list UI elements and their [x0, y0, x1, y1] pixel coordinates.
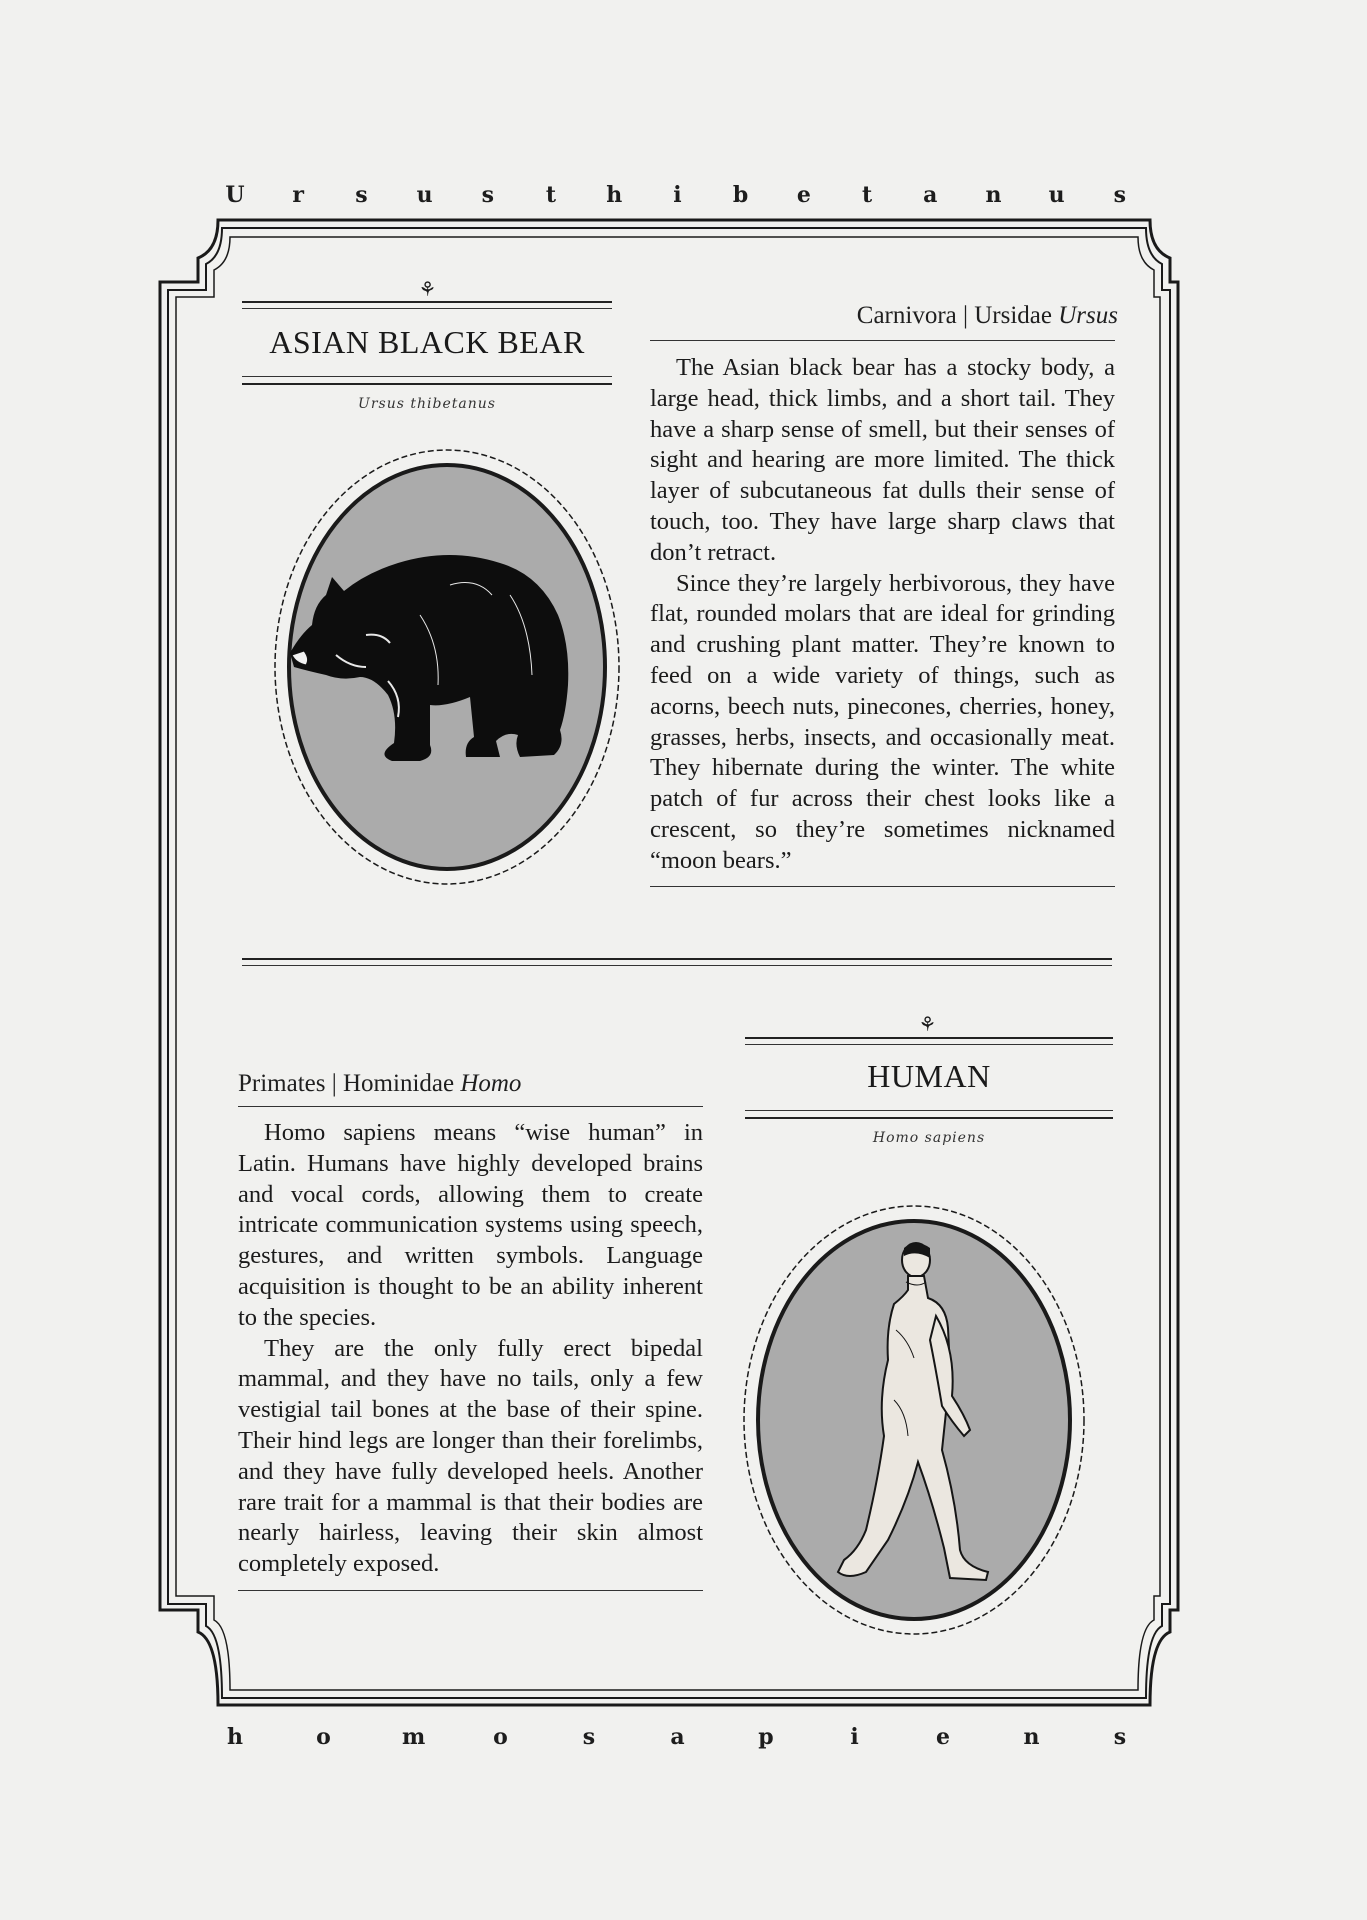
scientific-name-human: Homo sapiens: [872, 1130, 986, 1146]
heading-rule-bottom-thin: [745, 1110, 1113, 1111]
asian-black-bear-illustration: [270, 445, 625, 890]
description-paragraph: They are the only fully erect bipedal mammal, and they have no tails, only a few vestigial tail bones at the base of their spine. Their hind legs are longer than their forelimbs, and they have fully developed heels. Another rare trait for a mammal is that their bodies are nearly hairless, leaving their skin almost completely exposed.: [238, 1334, 703, 1578]
spaced-letter: s: [582, 1724, 596, 1750]
spaced-letter: h: [227, 1724, 243, 1750]
spaced-letter: s: [1113, 182, 1127, 208]
taxonomy-line-human: [238, 1070, 703, 1098]
taxonomy-rule: [238, 1106, 703, 1107]
ornament-icon: ⚘: [918, 1014, 937, 1036]
spaced-letter: s: [1113, 1724, 1127, 1750]
spaced-letter: e: [796, 182, 811, 208]
spaced-letter: e: [936, 1724, 950, 1750]
spaced-letter: n: [985, 182, 1002, 208]
description-human: [238, 1118, 703, 1580]
entry-title-human: HUMAN: [867, 1058, 991, 1094]
spaced-letter: m: [402, 1724, 426, 1750]
description-paragraph: The Asian black bear has a stocky body, a large head, thick limbs, and a short tail. They have a sharp sense of smell, but their senses of sight and hearing are more limited. The thick layer of subcutaneous fat dulls their sense of touch, too. They have large sharp claws that don’t retract.: [650, 354, 1115, 566]
taxonomy-genus: Ursus: [1058, 302, 1118, 329]
description-end-rule: [650, 886, 1115, 887]
scientific-name-bear: Ursus thibetanus: [358, 396, 496, 412]
taxonomy-line-bear: [650, 302, 1118, 330]
description-bear: [650, 353, 1115, 877]
description-end-rule: [238, 1590, 703, 1591]
description-paragraph: Homo sapiens means “wise human” in Latin. Humans have highly developed brains and vocal cords, allowing them to create intricate communication systems using speech, gestures, and written symbols. Language acquisition is thought to be an ability inherent to the species.: [238, 1119, 703, 1331]
spaced-letter: p: [758, 1724, 774, 1750]
spaced-letter: u: [1048, 182, 1065, 208]
spaced-letter: t: [861, 182, 873, 208]
section-divider-thin: [242, 965, 1112, 966]
spaced-letter: b: [732, 182, 749, 208]
taxonomy-order-family: Primates | Hominidae: [238, 1070, 461, 1097]
spaced-letter: n: [1023, 1724, 1040, 1750]
description-paragraph: Since they’re largely herbivorous, they have flat, rounded molars that are ideal for grinding and crushing plant matter. They’re known to feed on a wide variety of things, such as acorns, beech nuts, pinecones, cherries, honey, grasses, herbs, insects, and occasionally meat. They hibernate during the winter. The white patch of fur across their chest looks like a crescent, so they’re sometimes nicknamed “moon bears.”: [650, 569, 1115, 874]
spaced-letter: o: [493, 1724, 508, 1750]
spaced-letter: a: [923, 182, 938, 208]
heading-rule-bottom: [242, 383, 612, 385]
heading-rule-top: [745, 1037, 1113, 1039]
spaced-letter: u: [416, 182, 433, 208]
heading-rule-top: [242, 301, 612, 303]
spaced-letter: U: [225, 182, 245, 208]
spaced-letter: r: [292, 182, 304, 208]
heading-rule-bottom: [745, 1117, 1113, 1119]
spaced-letter: h: [606, 182, 623, 208]
heading-rule-top-thin: [745, 1044, 1113, 1045]
taxonomy-rule: [650, 340, 1115, 341]
section-divider: [242, 958, 1112, 960]
ornament-icon: ⚘: [418, 279, 437, 301]
taxonomy-genus: Homo: [460, 1070, 522, 1097]
spaced-letter: o: [316, 1724, 331, 1750]
spaced-letter: s: [355, 182, 368, 208]
entry-title-bear: ASIAN BLACK BEAR: [269, 324, 585, 360]
heading-rule-top-thin: [242, 308, 612, 309]
spaced-letter: i: [673, 182, 682, 208]
spaced-letter: a: [670, 1724, 685, 1750]
walking-human-illustration: [738, 1200, 1090, 1640]
spaced-letter: s: [481, 182, 494, 208]
spaced-letter: t: [545, 182, 557, 208]
taxonomy-order-family: Carnivora | Ursidae: [856, 302, 1059, 329]
spaced-letter: i: [850, 1724, 859, 1750]
heading-rule-bottom-thin: [242, 376, 612, 377]
